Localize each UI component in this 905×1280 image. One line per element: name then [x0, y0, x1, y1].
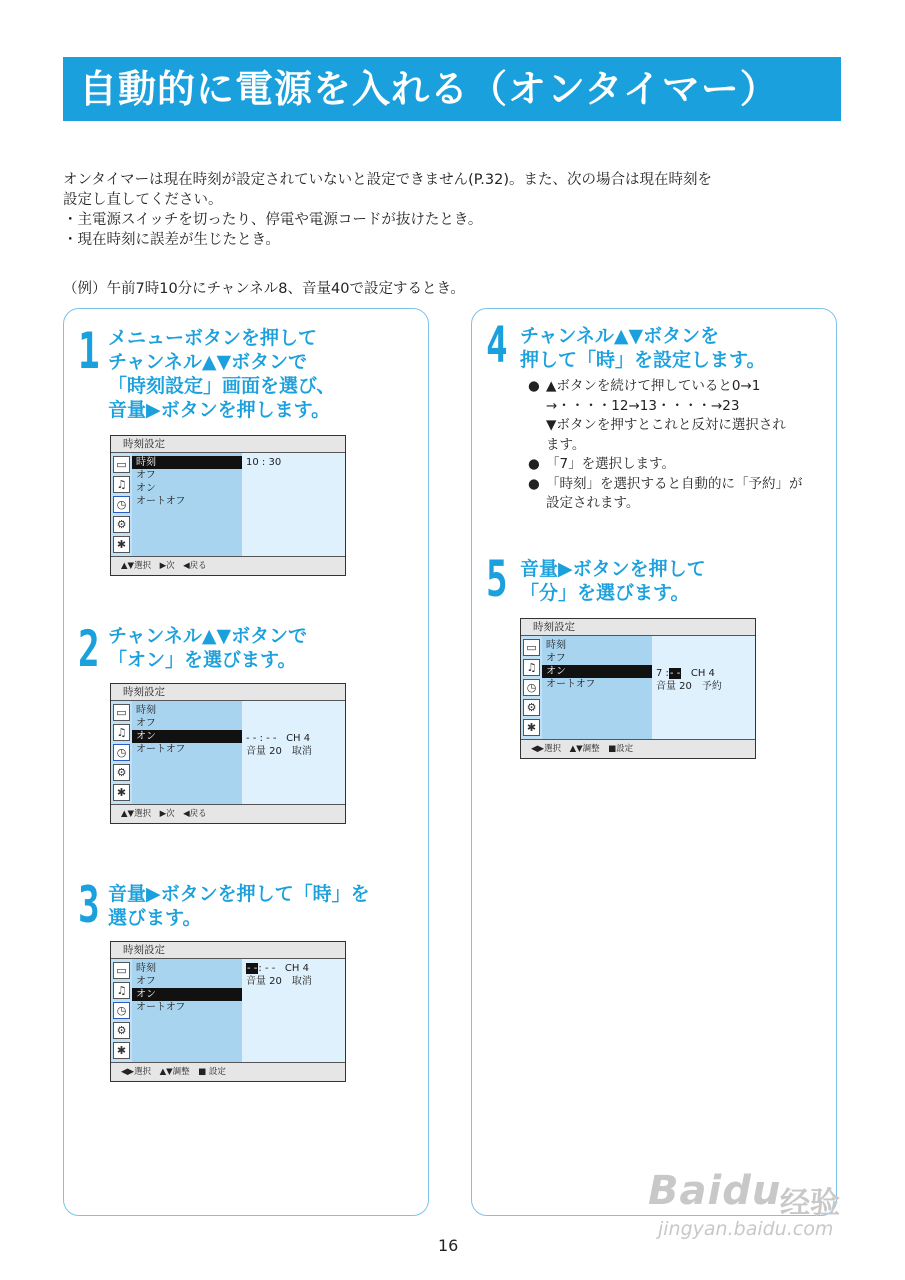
- osd-icon-column: [521, 636, 542, 740]
- menu-item-auto-off[interactable]: オートオフ: [136, 496, 186, 507]
- note-item: [528, 475, 818, 514]
- step-line: 「オン」を選びます。: [108, 649, 297, 671]
- osd-footer: ◀▶選択 ▲▼調整 ■設定: [521, 739, 755, 758]
- note-item: [528, 377, 818, 455]
- osd-menu: [132, 453, 242, 557]
- menu-item-off[interactable]: オフ: [136, 976, 156, 987]
- step-line: 押して「時」を設定します。: [520, 349, 766, 371]
- step-1-text: [108, 326, 335, 422]
- intro-line: 設定し直してください。: [63, 192, 223, 208]
- menu-item-off[interactable]: オフ: [136, 718, 156, 729]
- minute-field: : - -: [258, 963, 276, 974]
- note-line: ます。: [546, 436, 586, 453]
- audio-icon: ♫: [113, 724, 130, 741]
- step-line: メニューボタンを押して: [108, 327, 318, 349]
- timer-time: - - : - -: [246, 733, 277, 744]
- osd-value-area: [242, 453, 345, 557]
- step-line: 音量▶ボタンを押します。: [108, 399, 331, 421]
- baidu-watermark: [640, 1150, 860, 1250]
- step-5-text: [520, 557, 706, 605]
- watermark-brand: Baidu: [648, 1168, 782, 1214]
- step-number-4: 4: [486, 316, 508, 374]
- menu-item-time[interactable]: 時刻: [136, 705, 156, 716]
- menu-item-on[interactable]: オン: [132, 988, 242, 1001]
- picture-icon: ▭: [113, 456, 130, 473]
- menu-item-on[interactable]: オン: [542, 665, 652, 678]
- note-item: [528, 455, 818, 475]
- menu-item-off[interactable]: オフ: [136, 470, 156, 481]
- menu-item-time[interactable]: 時刻: [546, 640, 566, 651]
- menu-item-time[interactable]: 時刻: [132, 456, 242, 469]
- osd-title: 時刻設定: [521, 619, 755, 636]
- bullet-dot: ●: [528, 456, 540, 472]
- osd-icon-column: [111, 453, 132, 557]
- osd-title: 時刻設定: [111, 436, 345, 453]
- menu-item-on[interactable]: オン: [132, 730, 242, 743]
- step-2-text: [108, 624, 307, 672]
- clock-icon: ◷: [113, 1002, 130, 1019]
- osd-footer: ▲▼選択 ▶次 ◀戻る: [111, 556, 345, 575]
- note-line: →・・・・12→13・・・・→23: [546, 397, 740, 414]
- osd-screen-5: [520, 618, 756, 759]
- function-icon: ✱: [523, 719, 540, 736]
- picture-icon: ▭: [113, 962, 130, 979]
- note-line: 「7」を選択します。: [546, 456, 676, 472]
- bullet-dot: ●: [528, 378, 540, 394]
- audio-icon: ♫: [113, 476, 130, 493]
- osd-value-area: [242, 959, 345, 1063]
- timer-line-2: 音量 20 取消: [246, 976, 312, 987]
- step-4-notes: [528, 377, 818, 514]
- picture-icon: ▭: [523, 639, 540, 656]
- page-title: 自動的に電源を入れる（オンタイマー）: [63, 57, 841, 121]
- menu-item-off[interactable]: オフ: [546, 653, 566, 664]
- example-text: （例）午前7時10分にチャンネル8、音量40で設定するとき。: [63, 281, 465, 297]
- function-icon: ✱: [113, 536, 130, 553]
- setup-icon: ⚙: [113, 516, 130, 533]
- step-line: 「時刻設定」画面を選び、: [108, 375, 336, 397]
- osd-footer: ▲▼選択 ▶次 ◀戻る: [111, 804, 345, 823]
- step-number-3: 3: [78, 876, 100, 934]
- osd-screen-2: [110, 683, 346, 824]
- function-icon: ✱: [113, 1042, 130, 1059]
- note-line: 設定されます。: [546, 495, 640, 511]
- setup-icon: ⚙: [523, 699, 540, 716]
- menu-item-auto-off[interactable]: オートオフ: [546, 679, 596, 690]
- step-line: 音量▶ボタンを押して: [520, 558, 706, 580]
- menu-item-auto-off[interactable]: オートオフ: [136, 744, 186, 755]
- osd-menu: [132, 701, 242, 805]
- picture-icon: ▭: [113, 704, 130, 721]
- menu-item-time[interactable]: 時刻: [136, 963, 156, 974]
- osd-value-area: [652, 636, 755, 740]
- hour-field-selected[interactable]: - -: [247, 963, 258, 974]
- timer-line-1: [246, 962, 309, 975]
- step-line: 選びます。: [108, 907, 202, 929]
- step-number-5: 5: [486, 550, 508, 608]
- hour-field: 7 :: [656, 668, 669, 679]
- clock-icon: ◷: [523, 679, 540, 696]
- bullet-dot: ●: [528, 475, 540, 492]
- step-line: 音量▶ボタンを押して「時」を: [108, 883, 370, 905]
- timer-channel: CH 4: [690, 668, 715, 679]
- step-4-text: [520, 324, 765, 372]
- osd-title: 時刻設定: [111, 942, 345, 959]
- note-line: 「時刻」を選択すると自動的に「予約」が: [546, 475, 803, 492]
- osd-icon-column: [111, 701, 132, 805]
- watermark-cn: 经验: [780, 1186, 840, 1221]
- osd-footer: ◀▶選択 ▲▼調整 ■ 設定: [111, 1062, 345, 1081]
- page-number: 16: [438, 1236, 459, 1255]
- step-line: チャンネル▲▼ボタンで: [108, 351, 308, 373]
- note-line: ▲ボタンを続けて押していると0→1: [546, 378, 761, 394]
- osd-title: 時刻設定: [111, 684, 345, 701]
- setup-icon: ⚙: [113, 1022, 130, 1039]
- timer-channel: CH 4: [286, 733, 311, 744]
- timer-line-1: [246, 732, 310, 745]
- osd-menu: [132, 959, 242, 1063]
- watermark-url: jingyan.baidu.com: [658, 1218, 834, 1240]
- menu-item-on[interactable]: オン: [136, 483, 156, 494]
- timer-channel: CH 4: [284, 963, 309, 974]
- step-line: 「分」を選びます。: [520, 582, 690, 604]
- step-number-1: 1: [78, 322, 100, 380]
- minute-field-selected[interactable]: - -: [669, 668, 681, 679]
- step-3-text: [108, 882, 370, 930]
- osd-value-area: [242, 701, 345, 805]
- intro-line: オンタイマーは現在時刻が設定されていないと設定できません(P.32)。また、次の場合は現在時刻を: [63, 172, 712, 188]
- timer-line-1: [656, 667, 715, 680]
- intro-line: ・主電源スイッチを切ったり、停電や電源コードが抜けたとき。: [63, 212, 483, 228]
- clock-icon: ◷: [113, 496, 130, 513]
- step-line: チャンネル▲▼ボタンで: [108, 625, 308, 647]
- clock-icon: ◷: [113, 744, 130, 761]
- function-icon: ✱: [113, 784, 130, 801]
- timer-line-2: 音量 20 予約: [656, 681, 722, 692]
- audio-icon: ♫: [113, 982, 130, 999]
- menu-item-auto-off[interactable]: オートオフ: [136, 1002, 186, 1013]
- intro-text: [63, 170, 853, 250]
- osd-menu: [542, 636, 652, 740]
- step-line: チャンネル▲▼ボタンを: [520, 325, 720, 347]
- step-number-2: 2: [78, 620, 100, 678]
- osd-screen-3: [110, 941, 346, 1082]
- timer-line-2: 音量 20 取消: [246, 746, 312, 757]
- note-line: ▼ボタンを押すとこれと反対に選択され: [546, 417, 786, 433]
- time-value: 10 : 30: [246, 457, 282, 468]
- osd-icon-column: [111, 959, 132, 1063]
- audio-icon: ♫: [523, 659, 540, 676]
- osd-screen-1: [110, 435, 346, 576]
- setup-icon: ⚙: [113, 764, 130, 781]
- intro-line: ・現在時刻に誤差が生じたとき。: [63, 232, 280, 248]
